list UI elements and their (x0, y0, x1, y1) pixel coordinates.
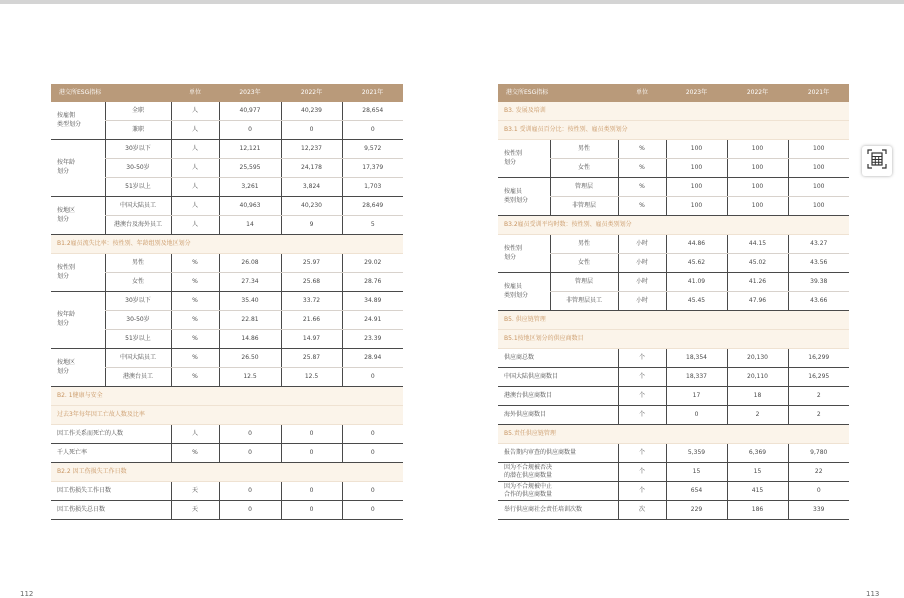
value-2022: 186 (727, 501, 788, 520)
value-2023: 40,963 (219, 197, 281, 216)
value-2023: 18,354 (666, 349, 727, 368)
row-unit: 个 (618, 444, 666, 463)
row-label: 中国大陆员工 (105, 349, 171, 368)
row-label: 兼职 (105, 121, 171, 140)
value-2023: 18,337 (666, 368, 727, 387)
row-unit: 次 (618, 501, 666, 520)
section-row (498, 425, 849, 444)
value-2023: 229 (666, 501, 727, 520)
value-2023: 0 (219, 121, 281, 140)
value-2023: 22.81 (219, 311, 281, 330)
value-2023: 25,595 (219, 159, 281, 178)
value-2022: 0 (281, 121, 342, 140)
row-unit: % (618, 178, 666, 197)
section-heading: B3. 发展及培训 (498, 102, 849, 121)
row-unit: 个 (618, 387, 666, 406)
value-2021: 16,299 (788, 349, 849, 368)
row-label: 30岁以下 (105, 292, 171, 311)
row-label: 非管理层 (550, 197, 618, 216)
row-label: 30岁以下 (105, 140, 171, 159)
table-row (498, 140, 849, 159)
row-unit: % (618, 140, 666, 159)
row-label: 千人死亡率 (51, 444, 171, 463)
value-2023: 14.86 (219, 330, 281, 349)
value-2022: 25.87 (281, 349, 342, 368)
row-unit: 个 (618, 482, 666, 501)
table-row (51, 292, 403, 311)
group-label: 按性别 划分 (498, 140, 550, 178)
row-label: 管理层 (550, 273, 618, 292)
header-2022: 2022年 (727, 84, 788, 102)
value-2023: 0 (219, 444, 281, 463)
value-2023: 41.09 (666, 273, 727, 292)
section-row (51, 387, 403, 406)
table-row (51, 102, 403, 121)
value-2022: 40,230 (281, 197, 342, 216)
value-2023: 100 (666, 197, 727, 216)
row-unit: 人 (171, 159, 219, 178)
table-row (51, 140, 403, 159)
value-2022: 25.97 (281, 254, 342, 273)
row-unit: 天 (171, 482, 219, 501)
value-2023: 26.50 (219, 349, 281, 368)
group-label: 按地区 划分 (51, 197, 105, 235)
row-label: 管理层 (550, 178, 618, 197)
value-2021: 1,703 (342, 178, 403, 197)
value-2023: 100 (666, 140, 727, 159)
header-unit: 单位 (171, 84, 219, 102)
table-row (498, 197, 849, 216)
value-2021: 22 (788, 463, 849, 482)
row-label: 海外供应商数目 (498, 406, 618, 425)
value-2023: 17 (666, 387, 727, 406)
table-row (498, 254, 849, 273)
value-2022: 3,824 (281, 178, 342, 197)
row-label: 非管理层员工 (550, 292, 618, 311)
section-heading: B3.1 受训雇员百分比：按性别、雇员类别划分 (498, 121, 849, 140)
table-row (498, 463, 849, 482)
table-row (498, 501, 849, 520)
calculator-icon (867, 149, 887, 173)
table-row (498, 349, 849, 368)
header-2021: 2021年 (788, 84, 849, 102)
value-2022: 24,178 (281, 159, 342, 178)
row-label: 因工作关系而死亡的人数 (51, 425, 171, 444)
table-row (51, 482, 403, 501)
value-2021: 0 (342, 501, 403, 520)
value-2022: 415 (727, 482, 788, 501)
table-row (498, 368, 849, 387)
section-row (51, 463, 403, 482)
value-2023: 35.40 (219, 292, 281, 311)
esg-table-left (51, 84, 403, 520)
value-2022: 12.5 (281, 368, 342, 387)
value-2022: 0 (281, 425, 342, 444)
header-2022: 2022年 (281, 84, 342, 102)
row-label: 港澳台供应商数目 (498, 387, 618, 406)
section-row (51, 235, 403, 254)
value-2021: 9,780 (788, 444, 849, 463)
value-2022: 0 (281, 482, 342, 501)
value-2022: 20,110 (727, 368, 788, 387)
value-2022: 14.97 (281, 330, 342, 349)
row-unit: % (171, 273, 219, 292)
section-row (498, 330, 849, 349)
row-label: 女性 (105, 273, 171, 292)
section-row (51, 406, 403, 425)
table-header-row (51, 84, 403, 102)
value-2022: 33.72 (281, 292, 342, 311)
row-unit: % (171, 311, 219, 330)
header-2021: 2021年 (342, 84, 403, 102)
value-2023: 40,977 (219, 102, 281, 121)
top-border (0, 0, 904, 4)
row-unit: 人 (171, 102, 219, 121)
value-2021: 100 (788, 197, 849, 216)
row-unit: % (171, 330, 219, 349)
value-2022: 9 (281, 216, 342, 235)
value-2022: 0 (281, 444, 342, 463)
row-label: 中国大陆员工 (105, 197, 171, 216)
header-unit: 单位 (618, 84, 666, 102)
value-2023: 12,121 (219, 140, 281, 159)
table-row (51, 444, 403, 463)
row-unit: % (171, 368, 219, 387)
value-2022: 40,239 (281, 102, 342, 121)
value-2022: 100 (727, 140, 788, 159)
section-row (498, 102, 849, 121)
row-unit: 人 (171, 121, 219, 140)
value-2021: 0 (788, 482, 849, 501)
section-row (498, 311, 849, 330)
row-label: 港澳台员工 (105, 368, 171, 387)
table-row (498, 292, 849, 311)
section-heading: B5.1按地区划分的供应商数目 (498, 330, 849, 349)
table-row (498, 406, 849, 425)
value-2021: 43.66 (788, 292, 849, 311)
row-unit: 个 (618, 349, 666, 368)
row-unit: % (171, 254, 219, 273)
group-label: 按雇员 类别划分 (498, 273, 550, 311)
value-2023: 0 (219, 425, 281, 444)
table-row (498, 273, 849, 292)
table-row (498, 482, 849, 501)
value-2021: 2 (788, 387, 849, 406)
value-2023: 27.34 (219, 273, 281, 292)
value-2023: 100 (666, 159, 727, 178)
section-row (498, 216, 849, 235)
section-heading: B2.2 因工伤损失工作日数 (51, 463, 403, 482)
row-label: 51岁以上 (105, 330, 171, 349)
row-label: 举行供应商社会责任培训次数 (498, 501, 618, 520)
row-label: 报告期内审查的供应商数量 (498, 444, 618, 463)
value-2022: 25.68 (281, 273, 342, 292)
value-2021: 28,654 (342, 102, 403, 121)
value-2023: 5,359 (666, 444, 727, 463)
value-2022: 6,369 (727, 444, 788, 463)
group-label: 按年龄 划分 (51, 292, 105, 349)
value-2022: 44.15 (727, 235, 788, 254)
row-unit: 天 (171, 501, 219, 520)
header-indicator: 港交所ESG指标 (498, 84, 618, 102)
value-2022: 47.96 (727, 292, 788, 311)
value-2021: 0 (342, 482, 403, 501)
group-label: 按地区 划分 (51, 349, 105, 387)
value-2022: 100 (727, 178, 788, 197)
row-unit: % (171, 349, 219, 368)
row-unit: 人 (171, 140, 219, 159)
row-unit: % (171, 444, 219, 463)
value-2022: 100 (727, 197, 788, 216)
value-2022: 15 (727, 463, 788, 482)
table-row (51, 254, 403, 273)
row-label: 港澳台及海外员工 (105, 216, 171, 235)
value-2021: 2 (788, 406, 849, 425)
value-2021: 0 (342, 425, 403, 444)
value-2022: 45.02 (727, 254, 788, 273)
row-label: 男性 (550, 140, 618, 159)
value-2023: 3,261 (219, 178, 281, 197)
value-2023: 12.5 (219, 368, 281, 387)
section-heading: B5. 供应链管理 (498, 311, 849, 330)
group-label: 按性别 划分 (498, 235, 550, 273)
row-label: 51岁以上 (105, 178, 171, 197)
row-unit: 个 (618, 368, 666, 387)
row-label: 女性 (550, 159, 618, 178)
value-2022: 100 (727, 159, 788, 178)
table-row (498, 178, 849, 197)
value-2023: 654 (666, 482, 727, 501)
value-2021: 43.56 (788, 254, 849, 273)
value-2021: 0 (342, 444, 403, 463)
header-indicator: 港交所ESG指标 (51, 84, 171, 102)
value-2021: 39.38 (788, 273, 849, 292)
section-heading: 过去3年每年因工亡故人数及比率 (51, 406, 403, 425)
value-2021: 0 (342, 121, 403, 140)
value-2021: 5 (342, 216, 403, 235)
row-label: 全职 (105, 102, 171, 121)
value-2022: 12,237 (281, 140, 342, 159)
table-header-row (498, 84, 849, 102)
group-label: 按雇员 类别划分 (498, 178, 550, 216)
value-2022: 41.26 (727, 273, 788, 292)
value-2021: 16,295 (788, 368, 849, 387)
row-unit: 人 (171, 425, 219, 444)
value-2023: 100 (666, 178, 727, 197)
value-2023: 0 (666, 406, 727, 425)
value-2021: 24.91 (342, 311, 403, 330)
value-2022: 2 (727, 406, 788, 425)
table-row (498, 159, 849, 178)
value-2021: 100 (788, 140, 849, 159)
value-2021: 43.27 (788, 235, 849, 254)
value-2021: 100 (788, 178, 849, 197)
page-number-left: 112 (20, 590, 34, 598)
value-2022: 21.66 (281, 311, 342, 330)
value-2022: 0 (281, 501, 342, 520)
value-2021: 100 (788, 159, 849, 178)
group-label: 按年龄 划分 (51, 140, 105, 197)
table-row (498, 444, 849, 463)
esg-table-right (498, 84, 849, 520)
section-heading: B5.责任供应链管理 (498, 425, 849, 444)
row-unit: 人 (171, 178, 219, 197)
value-2021: 28.76 (342, 273, 403, 292)
value-2023: 45.62 (666, 254, 727, 273)
table-row (498, 387, 849, 406)
value-2021: 17,379 (342, 159, 403, 178)
value-2022: 18 (727, 387, 788, 406)
row-label: 因工伤损失总日数 (51, 501, 171, 520)
value-2021: 34.89 (342, 292, 403, 311)
value-2022: 20,130 (727, 349, 788, 368)
table-row (51, 349, 403, 368)
value-2023: 14 (219, 216, 281, 235)
row-unit: 小时 (618, 235, 666, 254)
table-row (498, 235, 849, 254)
row-unit: 小时 (618, 273, 666, 292)
header-2023: 2023年 (666, 84, 727, 102)
value-2021: 0 (342, 368, 403, 387)
row-unit: 个 (618, 406, 666, 425)
row-unit: 个 (618, 463, 666, 482)
row-label: 因为不合规被否决 的潜在供应商数量 (498, 463, 618, 482)
calculator-button[interactable] (862, 146, 892, 176)
row-unit: 人 (171, 197, 219, 216)
value-2023: 0 (219, 501, 281, 520)
row-label: 供应商总数 (498, 349, 618, 368)
row-label: 男性 (550, 235, 618, 254)
value-2023: 15 (666, 463, 727, 482)
row-unit: 人 (171, 216, 219, 235)
table-row (51, 425, 403, 444)
row-unit: % (618, 197, 666, 216)
group-label: 按性别 划分 (51, 254, 105, 292)
row-unit: % (618, 159, 666, 178)
row-label: 女性 (550, 254, 618, 273)
row-label: 因工伤损失工作日数 (51, 482, 171, 501)
value-2021: 23.39 (342, 330, 403, 349)
value-2023: 45.45 (666, 292, 727, 311)
value-2023: 0 (219, 482, 281, 501)
value-2023: 26.08 (219, 254, 281, 273)
value-2023: 44.86 (666, 235, 727, 254)
row-label: 因为不合规被中止 合作的供应商数量 (498, 482, 618, 501)
row-unit: 小时 (618, 292, 666, 311)
table-row (51, 197, 403, 216)
section-heading: B3.2雇员受训平均时数：按性别、雇员类别划分 (498, 216, 849, 235)
row-label: 30-50岁 (105, 159, 171, 178)
page-number-right: 113 (866, 590, 880, 598)
value-2021: 339 (788, 501, 849, 520)
value-2021: 9,572 (342, 140, 403, 159)
value-2021: 29.02 (342, 254, 403, 273)
section-heading: B1.2雇员流失比率：按性别、年龄组别及地区划分 (51, 235, 403, 254)
row-label: 30-50岁 (105, 311, 171, 330)
row-label: 中国大陆供应商数目 (498, 368, 618, 387)
row-unit: % (171, 292, 219, 311)
value-2021: 28,649 (342, 197, 403, 216)
row-label: 男性 (105, 254, 171, 273)
section-heading: B2. 1健康与安全 (51, 387, 403, 406)
row-unit: 小时 (618, 254, 666, 273)
value-2021: 28.94 (342, 349, 403, 368)
table-row (51, 501, 403, 520)
header-2023: 2023年 (219, 84, 281, 102)
group-label: 按雇佣 类型划分 (51, 102, 105, 140)
section-row (498, 121, 849, 140)
